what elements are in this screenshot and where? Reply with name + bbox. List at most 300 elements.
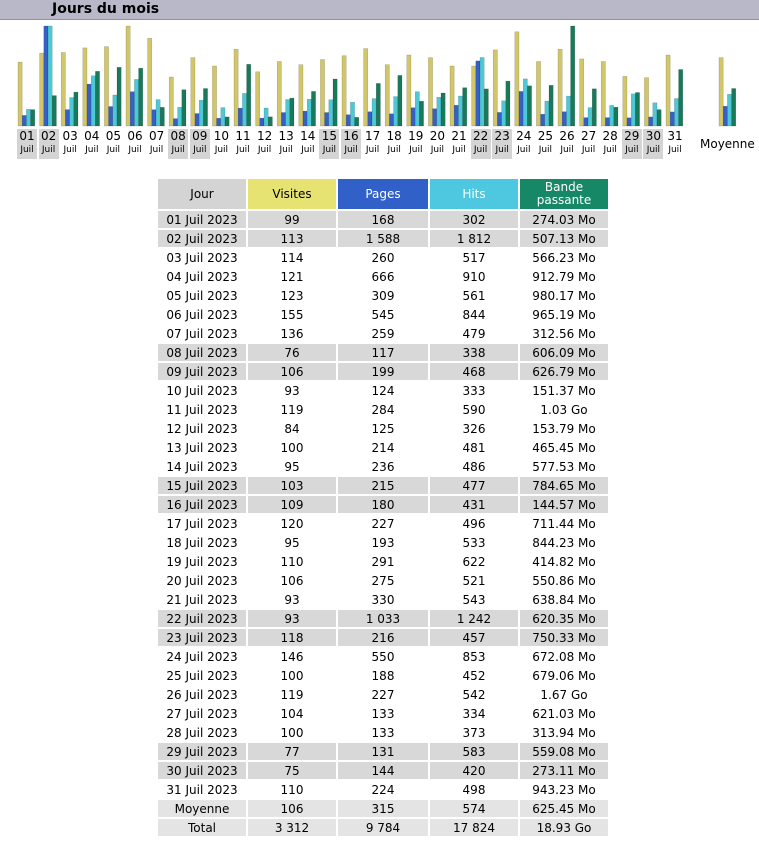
cell-day: 15 Juil 2023 <box>158 477 246 494</box>
bar-visits <box>623 76 627 126</box>
cell-pages: 1 033 <box>338 610 428 627</box>
bar-pages <box>497 112 501 126</box>
bar-pages <box>87 84 91 126</box>
table-row <box>158 705 608 722</box>
bar-hits <box>653 103 657 126</box>
cell-pages: 330 <box>371 592 395 607</box>
day-number: 29 <box>624 129 640 143</box>
bar-visits <box>104 47 108 126</box>
bar-pages <box>173 119 177 126</box>
table-row <box>158 629 608 646</box>
bar-hits <box>307 99 311 126</box>
cell-pages: 227 <box>371 516 395 531</box>
cell-hits: 479 <box>462 326 486 341</box>
day-number: 05 <box>105 129 122 143</box>
cell-bandwidth: 559.08 Mo <box>520 743 608 760</box>
bar-bandwidth <box>376 83 380 126</box>
cell-pages: 550 <box>371 649 395 664</box>
cell-pages: 144 <box>338 762 428 779</box>
bar-visits <box>18 62 22 126</box>
bar-bandwidth <box>549 85 553 126</box>
daily-bar-chart <box>0 20 759 130</box>
cell-hits: 338 <box>430 344 518 361</box>
table-row <box>158 610 608 627</box>
bar-visits <box>299 65 303 126</box>
bar-hits <box>566 96 570 126</box>
cell-bandwidth: 313.94 Mo <box>532 725 596 740</box>
bar-hits <box>26 109 30 126</box>
day-label <box>384 129 404 159</box>
cell-day: 11 Juil 2023 <box>166 402 238 417</box>
table-row <box>158 325 608 342</box>
cell-bandwidth: 507.13 Mo <box>520 230 608 247</box>
bar-bandwidth <box>333 79 337 126</box>
day-number: 02 <box>40 129 57 143</box>
cell-hits: 910 <box>462 269 486 284</box>
table-row <box>158 648 608 665</box>
cell-visits: 119 <box>280 687 304 702</box>
day-number: 07 <box>148 129 165 143</box>
bar-bandwidth <box>657 110 661 126</box>
bar-hits <box>588 108 592 126</box>
cell-hits: 326 <box>462 421 486 436</box>
cell-visits: 109 <box>248 496 336 513</box>
day-number: 31 <box>667 129 683 143</box>
cell-day: 29 Juil 2023 <box>158 743 246 760</box>
day-month: Juil <box>236 145 250 155</box>
table-row <box>158 781 608 798</box>
bar-hits <box>523 79 527 126</box>
bar-pages <box>519 91 523 126</box>
cell-bandwidth: 550.86 Mo <box>532 573 596 588</box>
header-day: Jour <box>158 179 246 209</box>
cell-hits: 333 <box>462 383 486 398</box>
cell-pages: 188 <box>371 668 395 683</box>
bar-bandwidth <box>679 70 683 127</box>
cell-pages: 215 <box>338 477 428 494</box>
bar-hits <box>91 76 95 126</box>
day-month: Juil <box>20 145 34 155</box>
header-bandwidth: Bande passante <box>520 179 608 209</box>
day-label <box>298 129 318 159</box>
cell-bandwidth: 566.23 Mo <box>532 250 596 265</box>
day-number: 16 <box>343 129 359 143</box>
average-hits: 574 <box>430 800 518 817</box>
day-number: 10 <box>213 129 230 143</box>
cell-hits: 457 <box>430 629 518 646</box>
day-number: 24 <box>516 129 532 143</box>
table-row <box>158 743 608 760</box>
cell-hits: 481 <box>462 440 486 455</box>
cell-day: 07 Juil 2023 <box>166 326 238 341</box>
cell-bandwidth: 912.79 Mo <box>532 269 596 284</box>
cell-hits: 498 <box>462 782 486 797</box>
bar-pages <box>346 115 350 126</box>
bar-pages <box>195 114 199 127</box>
cell-visits: 106 <box>248 363 336 380</box>
cell-bandwidth: 606.09 Mo <box>520 344 608 361</box>
cell-visits: 136 <box>280 326 304 341</box>
table-row <box>158 439 608 456</box>
day-number: 14 <box>300 129 316 143</box>
day-number: 11 <box>235 129 251 143</box>
day-month: Juil <box>214 145 229 155</box>
table-row <box>158 249 608 266</box>
table-row <box>158 686 608 703</box>
day-label <box>600 129 620 159</box>
cell-pages: 216 <box>338 629 428 646</box>
cell-pages: 124 <box>371 383 395 398</box>
cell-pages: 666 <box>371 269 395 284</box>
bar-bandwidth <box>95 71 99 126</box>
cell-visits: 119 <box>280 402 304 417</box>
bar-visits <box>385 65 389 126</box>
cell-hits: 561 <box>462 288 486 303</box>
bar-visits <box>169 77 173 126</box>
bar-pages <box>152 110 156 126</box>
cell-visits: 120 <box>280 516 304 531</box>
bar-bandwidth <box>311 91 315 126</box>
day-label <box>82 129 102 159</box>
bar-bandwidth <box>614 107 618 126</box>
bar-hits <box>372 99 376 126</box>
cell-hits: 477 <box>430 477 518 494</box>
bar-pages <box>368 112 372 126</box>
cell-bandwidth: 638.84 Mo <box>532 592 596 607</box>
day-number: 26 <box>559 129 575 143</box>
cell-hits: 517 <box>462 250 486 265</box>
cell-hits: 590 <box>462 402 486 417</box>
day-month: Juil <box>149 145 164 155</box>
table-row <box>158 230 608 247</box>
cell-hits: 1 812 <box>430 230 518 247</box>
bar-visits-average <box>719 58 723 126</box>
bar-hits-average <box>727 94 731 126</box>
cell-pages: 133 <box>371 725 395 740</box>
bar-pages <box>670 112 674 126</box>
bar-hits <box>286 100 290 127</box>
cell-pages: 309 <box>371 288 395 303</box>
day-month: Juil <box>430 145 445 155</box>
cell-day: 26 Juil 2023 <box>166 687 238 702</box>
table-row <box>158 458 608 475</box>
bar-pages <box>130 92 134 126</box>
bar-hits <box>221 108 225 126</box>
bar-hits <box>480 58 484 127</box>
bar-bandwidth <box>635 93 639 127</box>
day-number: 08 <box>170 129 186 143</box>
table-row <box>158 211 608 228</box>
day-month: Juil <box>560 145 574 155</box>
day-number: 30 <box>645 129 662 143</box>
cell-day: 19 Juil 2023 <box>166 554 238 569</box>
cell-hits: 373 <box>462 725 486 740</box>
cell-bandwidth: 672.08 Mo <box>532 649 596 664</box>
cell-bandwidth: 943.23 Mo <box>532 782 596 797</box>
cell-bandwidth: 274.03 Mo <box>520 211 608 228</box>
cell-hits: 468 <box>430 363 518 380</box>
cell-visits: 75 <box>248 762 336 779</box>
day-number: 17 <box>364 129 381 143</box>
table-header-row <box>158 179 608 209</box>
bar-hits <box>502 101 506 126</box>
cell-hits: 853 <box>462 649 486 664</box>
day-month: Juil <box>409 145 423 155</box>
bar-pages <box>627 118 631 126</box>
cell-day: 08 Juil 2023 <box>158 344 246 361</box>
header-pages: Pages <box>338 179 428 209</box>
day-label <box>147 129 167 159</box>
day-number: 04 <box>84 129 100 143</box>
day-month: Juil <box>668 145 682 155</box>
bar-pages <box>65 110 69 126</box>
day-month: Juil <box>625 145 639 155</box>
cell-day: 27 Juil 2023 <box>166 706 238 721</box>
day-number: 03 <box>62 129 78 143</box>
day-month: Juil <box>301 145 315 155</box>
bar-visits <box>558 49 562 126</box>
average-row <box>158 800 608 817</box>
day-month: Juil <box>452 145 466 155</box>
cell-day: 30 Juil 2023 <box>158 762 246 779</box>
day-label <box>60 129 80 159</box>
bar-bandwidth <box>225 117 229 126</box>
cell-pages: 199 <box>338 363 428 380</box>
bar-visits <box>407 55 411 126</box>
bar-visits <box>126 26 130 126</box>
table-row <box>158 724 608 741</box>
day-month: Juil <box>387 145 401 155</box>
cell-pages: 133 <box>371 706 395 721</box>
day-month: Juil <box>128 145 142 155</box>
bar-hits <box>458 96 462 126</box>
bar-bandwidth <box>419 101 423 126</box>
table-row <box>158 591 608 608</box>
bar-pages <box>411 108 415 126</box>
cell-day: 10 Juil 2023 <box>166 383 238 398</box>
day-month: Juil <box>646 145 661 155</box>
day-label <box>233 129 253 159</box>
cell-pages: 259 <box>371 326 395 341</box>
cell-visits: 100 <box>280 725 304 740</box>
bar-pages <box>260 118 264 126</box>
cell-day: 20 Juil 2023 <box>166 573 238 588</box>
bar-bandwidth <box>463 88 467 126</box>
cell-pages: 224 <box>371 782 395 797</box>
cell-pages: 193 <box>371 535 395 550</box>
cell-day: 01 Juil 2023 <box>158 211 246 228</box>
bar-bandwidth <box>290 98 294 126</box>
cell-day: 13 Juil 2023 <box>166 440 238 455</box>
cell-visits: 110 <box>280 782 304 797</box>
cell-day: 03 Juil 2023 <box>166 250 238 265</box>
bar-visits <box>472 66 476 126</box>
cell-pages: 284 <box>371 402 395 417</box>
bar-pages <box>281 113 285 127</box>
bar-hits <box>415 92 419 126</box>
day-month: Juil <box>257 145 272 155</box>
day-month: Juil <box>279 145 293 155</box>
cell-bandwidth: 980.17 Mo <box>532 288 596 303</box>
bar-hits <box>329 100 333 126</box>
cell-pages: 545 <box>371 307 395 322</box>
bar-hits <box>199 100 203 126</box>
day-number: 27 <box>580 129 597 143</box>
total-row <box>158 819 608 836</box>
day-label <box>557 129 577 159</box>
bar-visits <box>277 62 281 127</box>
cell-bandwidth: 711.44 Mo <box>532 516 596 531</box>
cell-bandwidth: 144.57 Mo <box>520 496 608 513</box>
cell-visits: 114 <box>280 250 304 265</box>
cell-bandwidth: 1.67 Go <box>540 687 588 702</box>
cell-hits: 583 <box>430 743 518 760</box>
bar-bandwidth <box>484 89 488 126</box>
bar-visits <box>364 49 368 126</box>
cell-hits: 542 <box>462 687 486 702</box>
table-row <box>158 762 608 779</box>
day-month: Juil <box>63 145 77 155</box>
bar-visits <box>428 58 432 126</box>
header-hits: Hits <box>430 179 518 209</box>
cell-visits: 113 <box>248 230 336 247</box>
bar-bandwidth <box>52 96 56 126</box>
day-label <box>255 129 275 159</box>
day-label <box>363 129 383 159</box>
bar-visits <box>256 72 260 126</box>
cell-bandwidth: 151.37 Mo <box>532 383 596 398</box>
cell-pages: 180 <box>338 496 428 513</box>
day-number: 28 <box>602 129 618 143</box>
table-row <box>158 306 608 323</box>
bar-visits <box>342 56 346 126</box>
total-visits: 3 312 <box>248 819 336 836</box>
cell-visits: 93 <box>284 592 300 607</box>
table-row <box>158 268 608 285</box>
cell-visits: 118 <box>248 629 336 646</box>
day-number: 13 <box>278 129 294 143</box>
cell-visits: 93 <box>248 610 336 627</box>
cell-pages: 125 <box>371 421 395 436</box>
bar-visits <box>61 53 65 127</box>
total-hits: 17 824 <box>430 819 518 836</box>
cell-bandwidth: 784.65 Mo <box>520 477 608 494</box>
header-visits: Visites <box>248 179 336 209</box>
bar-pages <box>217 118 221 126</box>
table-row <box>158 477 608 494</box>
cell-hits: 496 <box>462 516 486 531</box>
bar-hits <box>70 98 74 127</box>
bar-bandwidth <box>117 67 121 126</box>
cell-day: 02 Juil 2023 <box>158 230 246 247</box>
cell-day: 25 Juil 2023 <box>166 668 238 683</box>
table-row <box>158 420 608 437</box>
bar-pages <box>325 113 329 127</box>
bar-hits <box>156 100 160 126</box>
day-label <box>319 129 339 159</box>
day-number: 15 <box>321 129 338 143</box>
bar-visits <box>644 78 648 126</box>
bar-pages <box>454 105 458 126</box>
bar-bandwidth <box>355 117 359 126</box>
cell-day: 18 Juil 2023 <box>166 535 238 550</box>
cell-hits: 302 <box>430 211 518 228</box>
day-number: 23 <box>494 129 510 143</box>
cell-hits: 533 <box>462 535 486 550</box>
day-label <box>125 129 145 159</box>
bar-bandwidth <box>139 68 143 126</box>
cell-visits: 76 <box>248 344 336 361</box>
day-label <box>276 129 296 159</box>
bar-pages <box>433 109 437 126</box>
cell-day: 24 Juil 2023 <box>166 649 238 664</box>
day-label <box>341 129 361 159</box>
bar-pages <box>238 108 242 126</box>
bar-pages-average <box>723 106 727 126</box>
cell-day: 14 Juil 2023 <box>166 459 238 474</box>
bar-hits <box>350 102 354 126</box>
cell-hits: 420 <box>430 762 518 779</box>
bar-visits <box>515 32 519 126</box>
table-row <box>158 363 608 380</box>
table-row <box>158 572 608 589</box>
cell-visits: 110 <box>280 554 304 569</box>
day-number: 12 <box>256 129 273 143</box>
average-bandwidth: 625.45 Mo <box>520 800 608 817</box>
bar-bandwidth <box>182 90 186 126</box>
day-label <box>17 129 37 159</box>
day-label <box>471 129 491 159</box>
day-month: Juil <box>538 145 553 155</box>
day-number: 20 <box>429 129 446 143</box>
average-pages: 315 <box>338 800 428 817</box>
bar-pages <box>649 117 653 126</box>
cell-pages: 275 <box>371 573 395 588</box>
day-month: Juil <box>106 145 121 155</box>
table-row <box>158 496 608 513</box>
cell-day: 21 Juil 2023 <box>166 592 238 607</box>
day-label <box>492 129 512 159</box>
bar-visits <box>666 55 670 126</box>
cell-day: 23 Juil 2023 <box>158 629 246 646</box>
section-header <box>0 0 759 20</box>
bar-hits <box>264 108 268 126</box>
bar-bandwidth <box>74 92 78 126</box>
bar-bandwidth-average <box>732 89 736 127</box>
cell-bandwidth: 620.35 Mo <box>520 610 608 627</box>
day-label <box>39 129 59 159</box>
bar-hits <box>674 99 678 127</box>
cell-visits: 99 <box>248 211 336 228</box>
cell-hits: 543 <box>462 592 486 607</box>
day-month: Juil <box>495 145 509 155</box>
cell-visits: 104 <box>280 706 304 721</box>
bar-pages <box>22 115 26 126</box>
table-row <box>158 553 608 570</box>
bar-hits <box>437 97 441 126</box>
bar-pages <box>476 61 480 126</box>
cell-visits: 103 <box>248 477 336 494</box>
day-label <box>643 129 663 159</box>
bar-pages <box>541 114 545 126</box>
cell-bandwidth: 626.79 Mo <box>520 363 608 380</box>
cell-day: 22 Juil 2023 <box>158 610 246 627</box>
cell-day: 28 Juil 2023 <box>166 725 238 740</box>
cell-pages: 214 <box>371 440 395 455</box>
cell-visits: 146 <box>280 649 304 664</box>
cell-pages: 227 <box>371 687 395 702</box>
cell-pages: 236 <box>371 459 395 474</box>
